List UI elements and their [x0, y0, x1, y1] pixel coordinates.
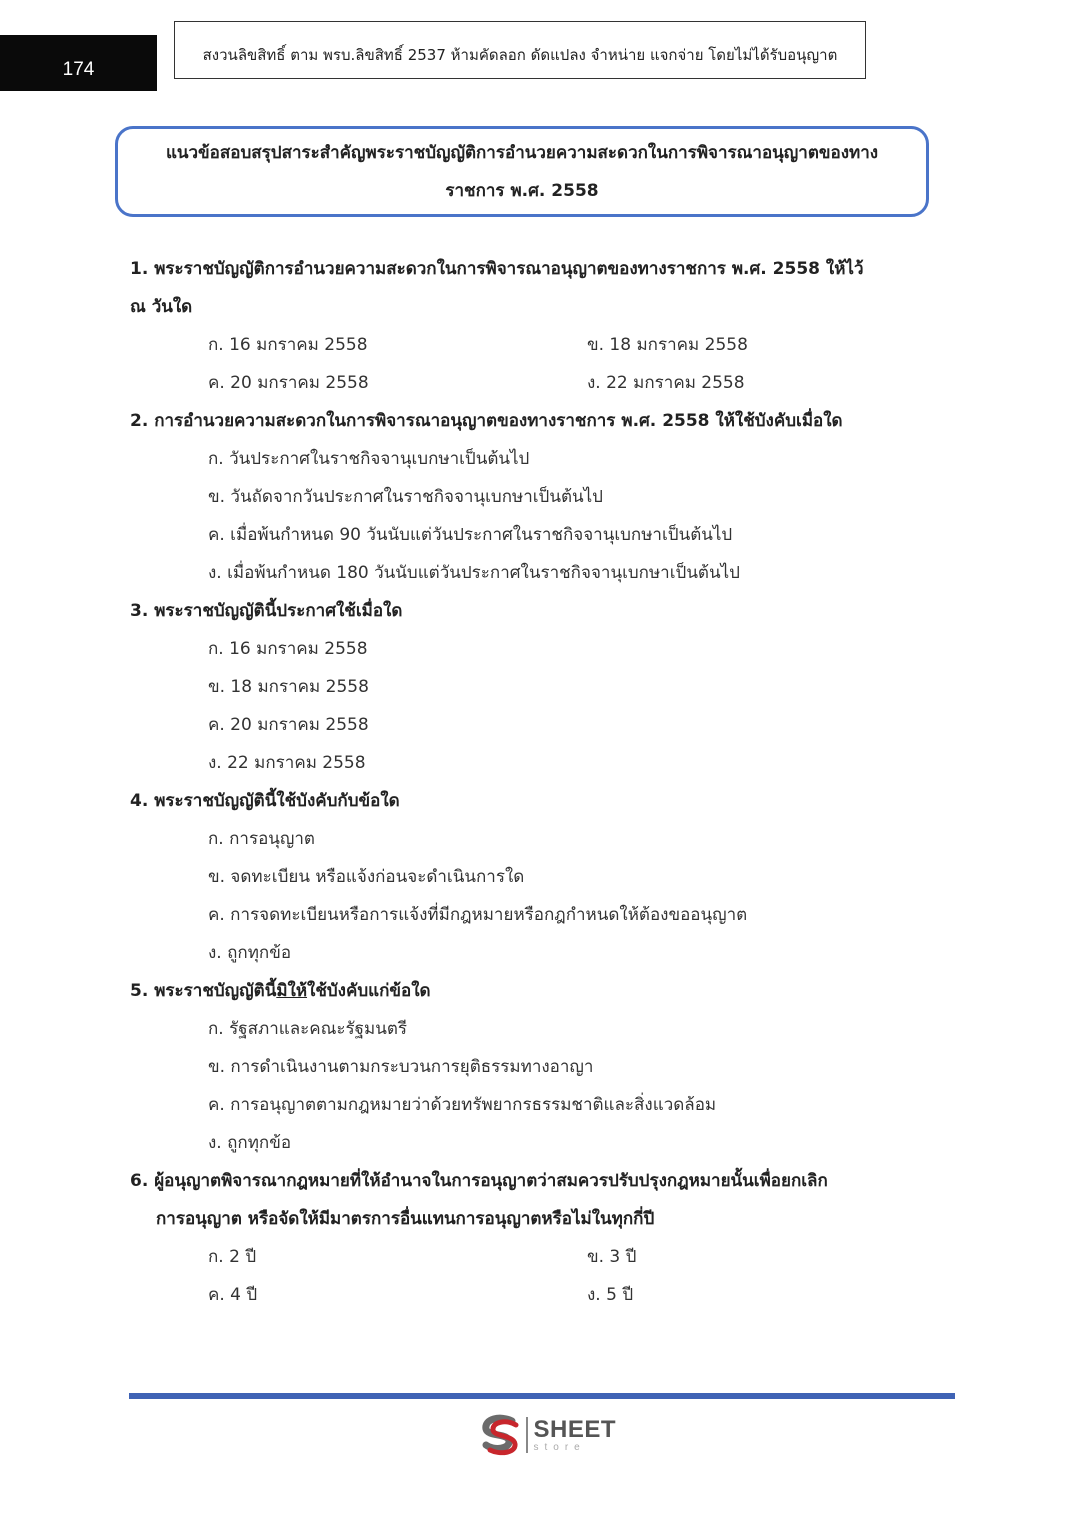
question-6-options [130, 1238, 930, 1314]
section-title-line1: แนวข้อสอบสรุปสาระสำคัญพระราชบัญญัติการอำนวยความสะดวกในการพิจารณาอนุญาตของทาง [165, 142, 879, 163]
section-title-line2: ราชการ พ.ศ. 2558 [445, 180, 599, 201]
section-title [115, 126, 929, 217]
question-1-options [130, 326, 930, 402]
logo-separator [526, 1417, 528, 1453]
option-a: ก. 2 ปี [208, 1247, 257, 1267]
question-2-text: 2. การอำนวยความสะดวกในการพิจารณาอนุญาตของทางราชการ พ.ศ. 2558 ให้ใช้บังคับเมื่อใด [130, 411, 843, 431]
question-5 [130, 972, 930, 1010]
option-d: ง. 22 มกราคม 2558 [208, 753, 366, 773]
logo-subtitle: store [533, 1441, 586, 1453]
option-c: ค. 4 ปี [208, 1285, 258, 1305]
option-c: ค. 20 มกราคม 2558 [208, 715, 369, 735]
question-6-text-cont: การอนุญาต หรือจัดให้มีมาตรการอื่นแทนการอนุญาตหรือไม่ในทุกกี่ปี [156, 1209, 655, 1229]
copyright-notice: สงวนลิขสิทธิ์ ตาม พรบ.ลิขสิทธิ์ 2537 ห้ามคัดลอก ดัดแปลง จำหน่าย แจกจ่าย โดยไม่ได้รับอนุญาต [174, 21, 866, 79]
option-b: ข. 3 ปี [587, 1247, 637, 1267]
option-d: ง. เมื่อพ้นกำหนด 180 วันนับแต่วันประกาศในราชกิจจานุเบกษาเป็นต้นไป [208, 563, 740, 583]
question-6-text: 6. ผู้อนุญาตพิจารณากฎหมายที่ให้อำนาจในการอนุญาตว่าสมควรปรับปรุงกฎหมายนั้นเพื่อยกเลิก [130, 1171, 828, 1191]
question-3 [130, 592, 930, 630]
question-1-text: 1. พระราชบัญญัติการอำนวยความสะดวกในการพิจารณาอนุญาตของทางราชการ พ.ศ. 2558 ให้ไว้ [130, 259, 864, 279]
option-b: ข. วันถัดจากวันประกาศในราชกิจจานุเบกษาเป็นต้นไป [208, 487, 603, 507]
option-a: ก. 16 มกราคม 2558 [208, 639, 368, 659]
question-5-text-suffix: ใช้บังคับแก่ข้อใด [307, 981, 431, 1001]
page-number: 174 [0, 35, 157, 91]
option-d: ง. 5 ปี [587, 1285, 634, 1305]
sheet-store-logo [478, 1413, 616, 1457]
option-c: ค. 20 มกราคม 2558 [208, 373, 369, 393]
question-1 [130, 250, 930, 326]
sheet-store-s-icon [478, 1413, 522, 1457]
option-a: ก. รัฐสภาและคณะรัฐมนตรี [208, 1019, 408, 1039]
footer-rule [129, 1393, 955, 1399]
option-b: ข. 18 มกราคม 2558 [208, 677, 369, 697]
option-c: ค. เมื่อพ้นกำหนด 90 วันนับแต่วันประกาศในราชกิจจานุเบกษาเป็นต้นไป [208, 525, 733, 545]
option-b: ข. 18 มกราคม 2558 [587, 335, 748, 355]
option-b: ข. การดำเนินงานตามกระบวนการยุติธรรมทางอาญา [208, 1057, 594, 1077]
option-a: ก. 16 มกราคม 2558 [208, 335, 368, 355]
question-2 [130, 402, 930, 440]
option-a: ก. วันประกาศในราชกิจจานุเบกษาเป็นต้นไป [208, 449, 530, 469]
question-3-text: 3. พระราชบัญญัตินี้ประกาศใช้เมื่อใด [130, 601, 403, 621]
option-c: ค. การจดทะเบียนหรือการแจ้งที่มีกฎหมายหรือกฎกำหนดให้ต้องขออนุญาต [208, 905, 748, 925]
question-4 [130, 782, 930, 820]
option-d: ง. ถูกทุกข้อ [208, 1133, 292, 1153]
logo-name: SHEET [533, 1415, 617, 1443]
option-b: ข. จดทะเบียน หรือแจ้งก่อนจะดำเนินการใด [208, 867, 525, 887]
option-d: ง. 22 มกราคม 2558 [587, 373, 745, 393]
question-5-emphasis: มิให้ [276, 981, 308, 1001]
question-1-text-cont: ณ วันใด [130, 297, 193, 317]
question-6 [130, 1162, 930, 1238]
question-5-text-prefix: 5. พระราชบัญญัตินี้ [130, 981, 277, 1001]
question-4-text: 4. พระราชบัญญัตินี้ใช้บังคับกับข้อใด [130, 791, 400, 811]
option-a: ก. การอนุญาต [208, 829, 315, 849]
question-list [130, 250, 930, 1314]
option-d: ง. ถูกทุกข้อ [208, 943, 292, 963]
logo-text [533, 1415, 617, 1453]
option-c: ค. การอนุญาตตามกฎหมายว่าด้วยทรัพยากรธรรมชาติและสิ่งแวดล้อม [208, 1095, 717, 1115]
